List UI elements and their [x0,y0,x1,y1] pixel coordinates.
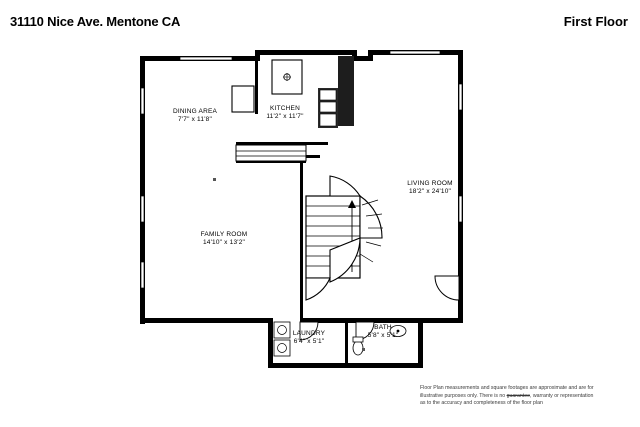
room-name: LIVING ROOM [407,180,453,187]
disclaimer-line-2-strike: guarantee [506,392,530,399]
room-dimensions: 6'4" x 5'1" [293,338,325,346]
room-dimensions: 14'10" x 13'2" [202,239,246,247]
floor-label: First Floor [563,14,628,29]
room-label-dining-area [150,108,240,124]
room-label-bath [355,324,411,340]
disclaimer [420,385,620,408]
room-label-kitchen [245,105,325,121]
disclaimer-line-2-a: illustrative purposes only. There is no [420,392,507,399]
room-name: KITCHEN [270,105,300,112]
disclaimer-line-3: as to the accuracy and completeness of the floor plan [420,400,543,407]
room-label-family-room [176,231,272,247]
room-name: BATH [374,324,392,331]
room-dimensions: 7'7" x 11'8" [178,116,212,124]
room-dimensions: 11'2" x 11'7" [266,113,304,121]
room-label-laundry [279,330,339,346]
disclaimer-line-2 [420,393,620,401]
room-dimensions: 5'8" x 5'1" [367,332,399,340]
disclaimer-line-2-b: , warranty or representation [529,392,594,399]
disclaimer-line-1: Floor Plan measurements and square footages are approximate and are for [420,385,594,391]
room-name: FAMILY ROOM [200,231,248,238]
room-name: DINING AREA [172,108,218,115]
room-dimensions: 18'2" x 24'10" [408,188,452,196]
room-name: LAUNDRY [292,330,326,337]
staircase [236,145,383,300]
room-label-living-room [385,180,475,196]
page-title: 31110 Nice Ave. Mentone CA [10,14,181,29]
